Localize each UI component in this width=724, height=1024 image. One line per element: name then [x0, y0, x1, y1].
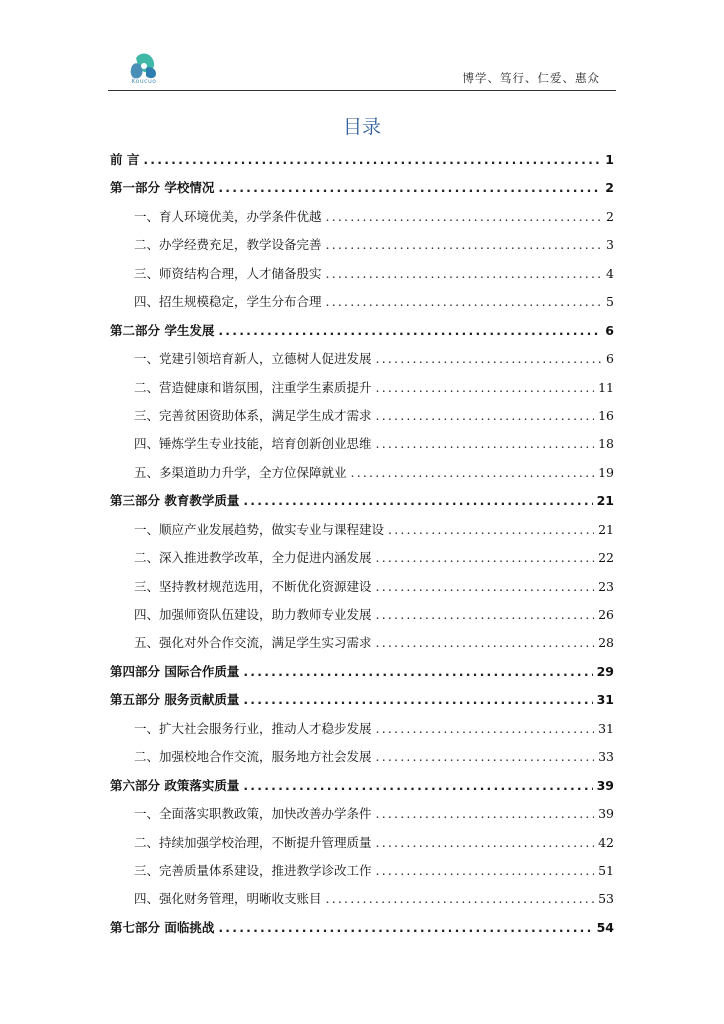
toc-page-number: 53: [598, 891, 614, 907]
toc-entry-label: 第四部分 国际合作质量: [110, 663, 240, 679]
toc-page-number: 39: [598, 806, 614, 822]
toc-dot-leader: [376, 629, 595, 657]
toc-subsection-entry[interactable]: [110, 715, 614, 743]
toc-entry-label: 一、全面落实职教政策，加快改善办学条件: [134, 806, 372, 822]
toc-page-number: 6: [606, 351, 614, 367]
toc-entry-label: 三、坚持教材规范选用，不断优化资源建设: [134, 578, 372, 594]
toc-dot-leader: [243, 487, 592, 515]
toc-dot-leader: [376, 402, 595, 430]
toc-subsection-entry[interactable]: [110, 374, 614, 402]
toc-entry-label: 第二部分 学生发展: [110, 322, 215, 338]
toc-dot-leader: [376, 829, 595, 857]
page-header: [108, 48, 616, 91]
toc-entry-label: 一、育人环境优美，办学条件优越: [134, 208, 322, 224]
toc-dot-leader: [376, 601, 595, 629]
toc-dot-leader: [376, 374, 595, 402]
toc-page-number: 3: [606, 237, 614, 253]
toc-entry-label: 第五部分 服务贡献质量: [110, 692, 240, 708]
toc-dot-leader: [376, 800, 595, 828]
toc-section-entry[interactable]: [110, 146, 614, 174]
toc-subsection-entry[interactable]: [110, 459, 614, 487]
toc-page-number: 11: [598, 379, 614, 395]
toc-subsection-entry[interactable]: [110, 800, 614, 828]
logo-text: Koucuo: [131, 78, 157, 85]
toc-entry-label: 五、多渠道助力升学，全方位保障就业: [134, 464, 347, 480]
toc-dot-leader: [326, 203, 603, 231]
toc-dot-leader: [243, 686, 592, 714]
toc-subsection-entry[interactable]: [110, 516, 614, 544]
toc-dot-leader: [326, 288, 603, 316]
toc-entry-label: 四、加强师资队伍建设，助力教师专业发展: [134, 607, 372, 622]
toc-subsection-entry[interactable]: [110, 430, 614, 458]
toc-entry-label: 三、完善贫困资助体系，满足学生成才需求: [134, 407, 372, 423]
toc-dot-leader: [243, 772, 592, 800]
toc-dot-leader: [218, 914, 592, 942]
toc-entry-label: 二、加强校地合作交流，服务地方社会发展: [134, 749, 372, 765]
toc-dot-leader: [326, 231, 603, 259]
toc-entry-label: 第一部分 学校情况: [110, 180, 215, 196]
toc-subsection-entry[interactable]: [110, 743, 614, 771]
toc-entry-label: 第六部分 政策落实质量: [110, 777, 240, 793]
toc-page-number: 39: [596, 777, 614, 793]
school-motto: 博学、笃行、仁爱、惠众: [462, 71, 600, 85]
toc-subsection-entry[interactable]: [110, 288, 614, 316]
toc-page-number: 29: [596, 663, 614, 679]
toc-dot-leader: [376, 715, 595, 743]
toc-page-number: 28: [598, 635, 614, 651]
toc-section-entry[interactable]: [110, 317, 614, 345]
toc-dot-leader: [218, 174, 601, 202]
toc-entry-label: 四、强化财务管理，明晰收支账目: [134, 891, 322, 907]
toc-page-number: 26: [598, 607, 614, 622]
toc-dot-leader: [376, 544, 595, 572]
toc-entry-label: 三、完善质量体系建设，推进教学诊改工作: [134, 862, 372, 878]
toc-section-entry[interactable]: [110, 174, 614, 202]
toc-page-number: 51: [598, 862, 614, 878]
toc-page-number: 4: [606, 265, 614, 281]
toc-page-number: 31: [596, 692, 614, 708]
toc-page-number: 2: [605, 180, 614, 196]
toc-dot-leader: [376, 743, 595, 771]
toc-page-number: 21: [596, 493, 614, 509]
toc-dot-leader: [388, 516, 594, 544]
toc-dot-leader: [218, 317, 601, 345]
toc-dot-leader: [376, 573, 595, 601]
toc-section-entry[interactable]: [110, 487, 614, 515]
toc-page-number: 5: [606, 294, 614, 310]
toc-subsection-entry[interactable]: [110, 885, 614, 913]
toc-dot-leader: [326, 260, 603, 288]
toc-subsection-entry[interactable]: [110, 260, 614, 288]
toc-subsection-entry[interactable]: [110, 544, 614, 572]
toc-subsection-entry[interactable]: [110, 629, 614, 657]
toc-entry-label: 第三部分 教育教学质量: [110, 493, 240, 509]
toc-page-number: 42: [598, 834, 614, 850]
toc-dot-leader: [326, 885, 595, 913]
toc-subsection-entry[interactable]: [110, 231, 614, 259]
toc-page-number: 1: [605, 152, 614, 167]
toc-page-number: 22: [598, 550, 614, 566]
toc-page-number: 2: [606, 208, 614, 224]
toc-entry-label: 第七部分 面临挑战: [110, 919, 215, 935]
toc-entry-label: 二、深入推进教学改革，全力促进内涵发展: [134, 550, 372, 566]
toc-entry-label: 四、锤炼学生专业技能，培育创新创业思维: [134, 436, 372, 452]
toc-page-number: 23: [598, 578, 614, 594]
toc-page-number: 16: [598, 407, 614, 423]
toc-dot-leader: [243, 658, 592, 686]
toc-subsection-entry[interactable]: [110, 601, 614, 629]
toc-entry-label: 三、师资结构合理，人才储备殷实: [134, 265, 322, 281]
toc-dot-leader: [351, 459, 595, 487]
toc-section-entry[interactable]: [110, 914, 614, 942]
toc-entry-label: 二、营造健康和谐氛围，注重学生素质提升: [134, 379, 372, 395]
toc-dot-leader: [376, 857, 595, 885]
toc-page-number: 31: [598, 720, 614, 736]
toc-title: 目录: [342, 116, 381, 138]
toc-subsection-entry[interactable]: [110, 345, 614, 373]
toc-subsection-entry[interactable]: [110, 203, 614, 231]
toc-entry-label: 二、办学经费充足，教学设备完善: [134, 237, 322, 253]
toc-entry-label: 一、扩大社会服务行业，推动人才稳步发展: [134, 720, 372, 736]
toc-entry-label: 一、顺应产业发展趋势，做实专业与课程建设: [134, 521, 385, 537]
toc-page-number: 18: [598, 436, 614, 452]
toc-page-number: 21: [598, 521, 614, 537]
toc-page-number: 33: [598, 749, 614, 765]
toc-entry-label: 四、招生规模稳定，学生分布合理: [134, 294, 322, 310]
toc-section-entry[interactable]: [110, 772, 614, 800]
toc-page-number: 6: [605, 322, 614, 338]
toc-entry-label: 二、持续加强学校治理，不断提升管理质量: [134, 834, 372, 850]
toc-subsection-entry[interactable]: [110, 573, 614, 601]
toc-page-number: 19: [598, 464, 614, 480]
toc-list: [110, 146, 614, 942]
toc-dot-leader: [376, 430, 595, 458]
toc-entry-label: 五、强化对外合作交流，满足学生实习需求: [134, 635, 372, 651]
toc-section-entry[interactable]: [110, 658, 614, 686]
toc-section-entry[interactable]: [110, 686, 614, 714]
toc-page-number: 54: [596, 919, 614, 935]
toc-subsection-entry[interactable]: [110, 402, 614, 430]
toc-dot-leader: [376, 345, 603, 373]
toc-entry-label: 前 言: [110, 152, 140, 167]
toc-subsection-entry[interactable]: [110, 857, 614, 885]
toc-subsection-entry[interactable]: [110, 829, 614, 857]
toc-entry-label: 一、党建引领培育新人，立德树人促进发展: [134, 351, 372, 367]
toc-dot-leader: [143, 146, 601, 174]
